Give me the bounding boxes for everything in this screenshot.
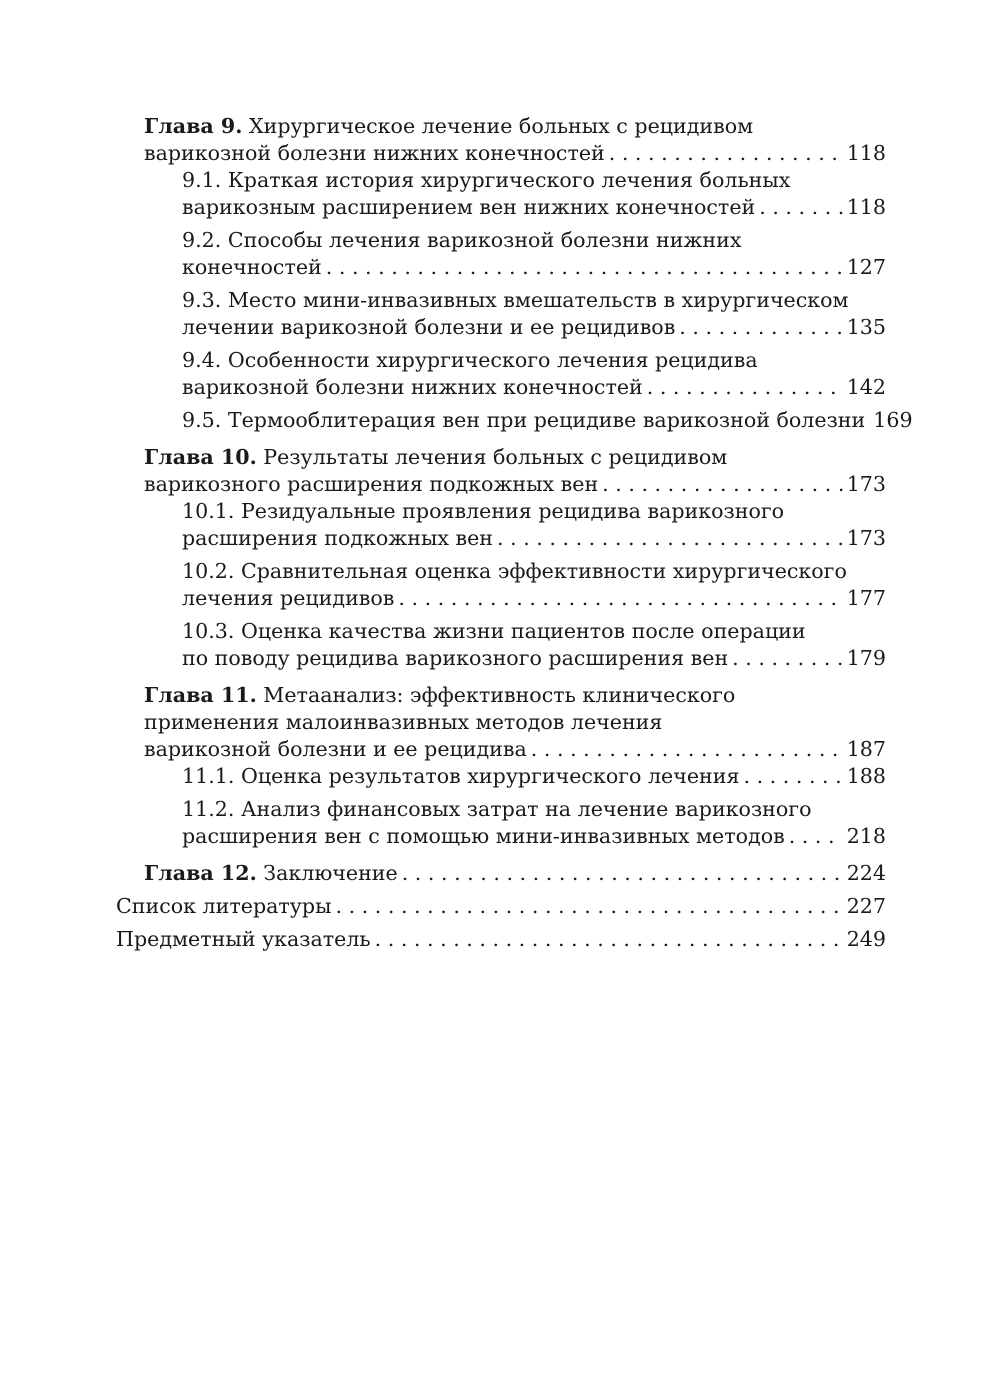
toc-line	[144, 113, 886, 140]
toc-line	[182, 254, 886, 281]
section-title-line: 9.5. Термооблитерация вен при рецидиве варикозной болезни	[182, 408, 866, 432]
section-title-line: конечностей	[182, 255, 322, 279]
section-title-line: лечении варикозной болезни и ее рецидивов	[182, 315, 676, 339]
section-title-line: 10.1. Резидуальные проявления рецидива варикозного	[182, 499, 785, 523]
toc-chapter-11[interactable]	[144, 682, 886, 763]
toc-line	[182, 525, 886, 552]
toc-section-9-2[interactable]	[182, 227, 886, 281]
section-title-line: расширения подкожных вен	[182, 526, 494, 550]
chapter-title-line: Результаты лечения больных с рецидивом	[263, 445, 728, 469]
toc-section-9-3[interactable]	[182, 287, 886, 341]
toc-line	[182, 314, 886, 341]
toc-section-9-5[interactable]	[182, 407, 913, 434]
section-title-line: лечения рецидивов	[182, 586, 395, 610]
section-title-line: 9.3. Место мини-инвазивных вмешательств в хирургическом	[182, 288, 849, 312]
toc-line	[182, 823, 886, 850]
page-number: 118	[846, 141, 886, 165]
section-title-line: 9.1. Краткая история хирургического лечения больных	[182, 168, 791, 192]
chapter-label: Глава 10.	[144, 445, 257, 469]
dot-leader	[375, 926, 843, 953]
section-title-line: 9.2. Способы лечения варикозной болезни нижних	[182, 228, 742, 252]
toc-chapter-12[interactable]	[144, 860, 886, 887]
toc-line	[116, 893, 886, 920]
chapter-title-line: Метаанализ: эффективность клинического	[263, 683, 736, 707]
page-number: 179	[846, 646, 886, 670]
page-number: 227	[846, 894, 886, 918]
page-number: 135	[846, 315, 886, 339]
page-number: 188	[846, 764, 886, 788]
chapter-title-line: Хирургическое лечение больных с рецидивом	[248, 114, 754, 138]
table-of-contents	[116, 113, 913, 953]
section-title-line: расширения вен с помощью мини-инвазивных методов	[182, 824, 785, 848]
page-number: 249	[846, 927, 886, 951]
toc-line	[144, 736, 886, 763]
chapter-title-line: Заключение	[263, 861, 398, 885]
dot-leader	[679, 314, 842, 341]
toc-references[interactable]	[116, 893, 886, 920]
toc-line	[182, 585, 886, 612]
index-title: Предметный указатель	[116, 927, 371, 951]
page-number: 118	[846, 195, 886, 219]
page-number: 224	[846, 861, 886, 885]
page-number: 187	[846, 737, 886, 761]
toc-line	[182, 194, 886, 221]
chapter-title-line: применения малоинвазивных методов лечения	[144, 710, 663, 734]
dot-leader	[789, 823, 843, 850]
dot-leader	[609, 140, 843, 167]
page-number: 169	[873, 408, 913, 432]
toc-line	[182, 407, 913, 434]
chapter-label: Глава 11.	[144, 683, 257, 707]
toc-subject-index[interactable]	[116, 926, 886, 953]
toc-chapter-10[interactable]	[144, 444, 886, 498]
page-number: 173	[846, 526, 886, 550]
toc-line	[144, 140, 886, 167]
dot-leader	[744, 763, 843, 790]
dot-leader	[326, 254, 843, 281]
toc-section-10-1[interactable]	[182, 498, 886, 552]
chapter-title-line: варикозной болезни и ее рецидива	[144, 737, 527, 761]
toc-section-9-4[interactable]	[182, 347, 886, 401]
page-number: 173	[846, 472, 886, 496]
toc-line	[182, 645, 886, 672]
toc-line	[144, 860, 886, 887]
toc-line	[144, 444, 886, 471]
section-title-line: варикозной болезни нижних конечностей	[182, 375, 643, 399]
toc-line-text	[144, 860, 398, 887]
chapter-label: Глава 9.	[144, 114, 243, 138]
toc-section-11-2[interactable]	[182, 796, 886, 850]
toc-line	[116, 926, 886, 953]
section-title-line: 11.2. Анализ финансовых затрат на лечение варикозного	[182, 797, 812, 821]
dot-leader	[647, 374, 843, 401]
dot-leader	[497, 525, 843, 552]
page-number: 177	[846, 586, 886, 610]
toc-line	[144, 682, 886, 709]
page-number: 127	[846, 255, 886, 279]
page-number: 218	[846, 824, 886, 848]
toc-section-10-2[interactable]	[182, 558, 886, 612]
section-title-line: 11.1. Оценка результатов хирургического лечения	[182, 764, 740, 788]
dot-leader	[531, 736, 843, 763]
section-title-line: варикозным расширением вен нижних конечностей	[182, 195, 756, 219]
section-title-line: 10.2. Сравнительная оценка эффективности хирургического	[182, 559, 847, 583]
toc-chapter-9[interactable]	[144, 113, 886, 167]
chapter-title-line: варикозной болезни нижних конечностей	[144, 141, 605, 165]
toc-section-11-1[interactable]	[182, 763, 886, 790]
toc-line	[182, 763, 886, 790]
section-title-line: 10.3. Оценка качества жизни пациентов после операции	[182, 619, 806, 643]
dot-leader	[732, 645, 843, 672]
references-title: Список литературы	[116, 894, 332, 918]
toc-line	[182, 374, 886, 401]
toc-section-9-1[interactable]	[182, 167, 886, 221]
dot-leader	[602, 471, 843, 498]
chapter-label: Глава 12.	[144, 861, 257, 885]
dot-leader	[398, 585, 842, 612]
toc-line	[144, 471, 886, 498]
dot-leader	[336, 893, 843, 920]
dot-leader	[402, 860, 843, 887]
chapter-title-line: варикозного расширения подкожных вен	[144, 472, 599, 496]
section-title-line: 9.4. Особенности хирургического лечения рецидива	[182, 348, 758, 372]
toc-section-10-3[interactable]	[182, 618, 886, 672]
dot-leader	[759, 194, 842, 221]
page-number: 142	[846, 375, 886, 399]
section-title-line: по поводу рецидива варикозного расширения вен	[182, 646, 729, 670]
